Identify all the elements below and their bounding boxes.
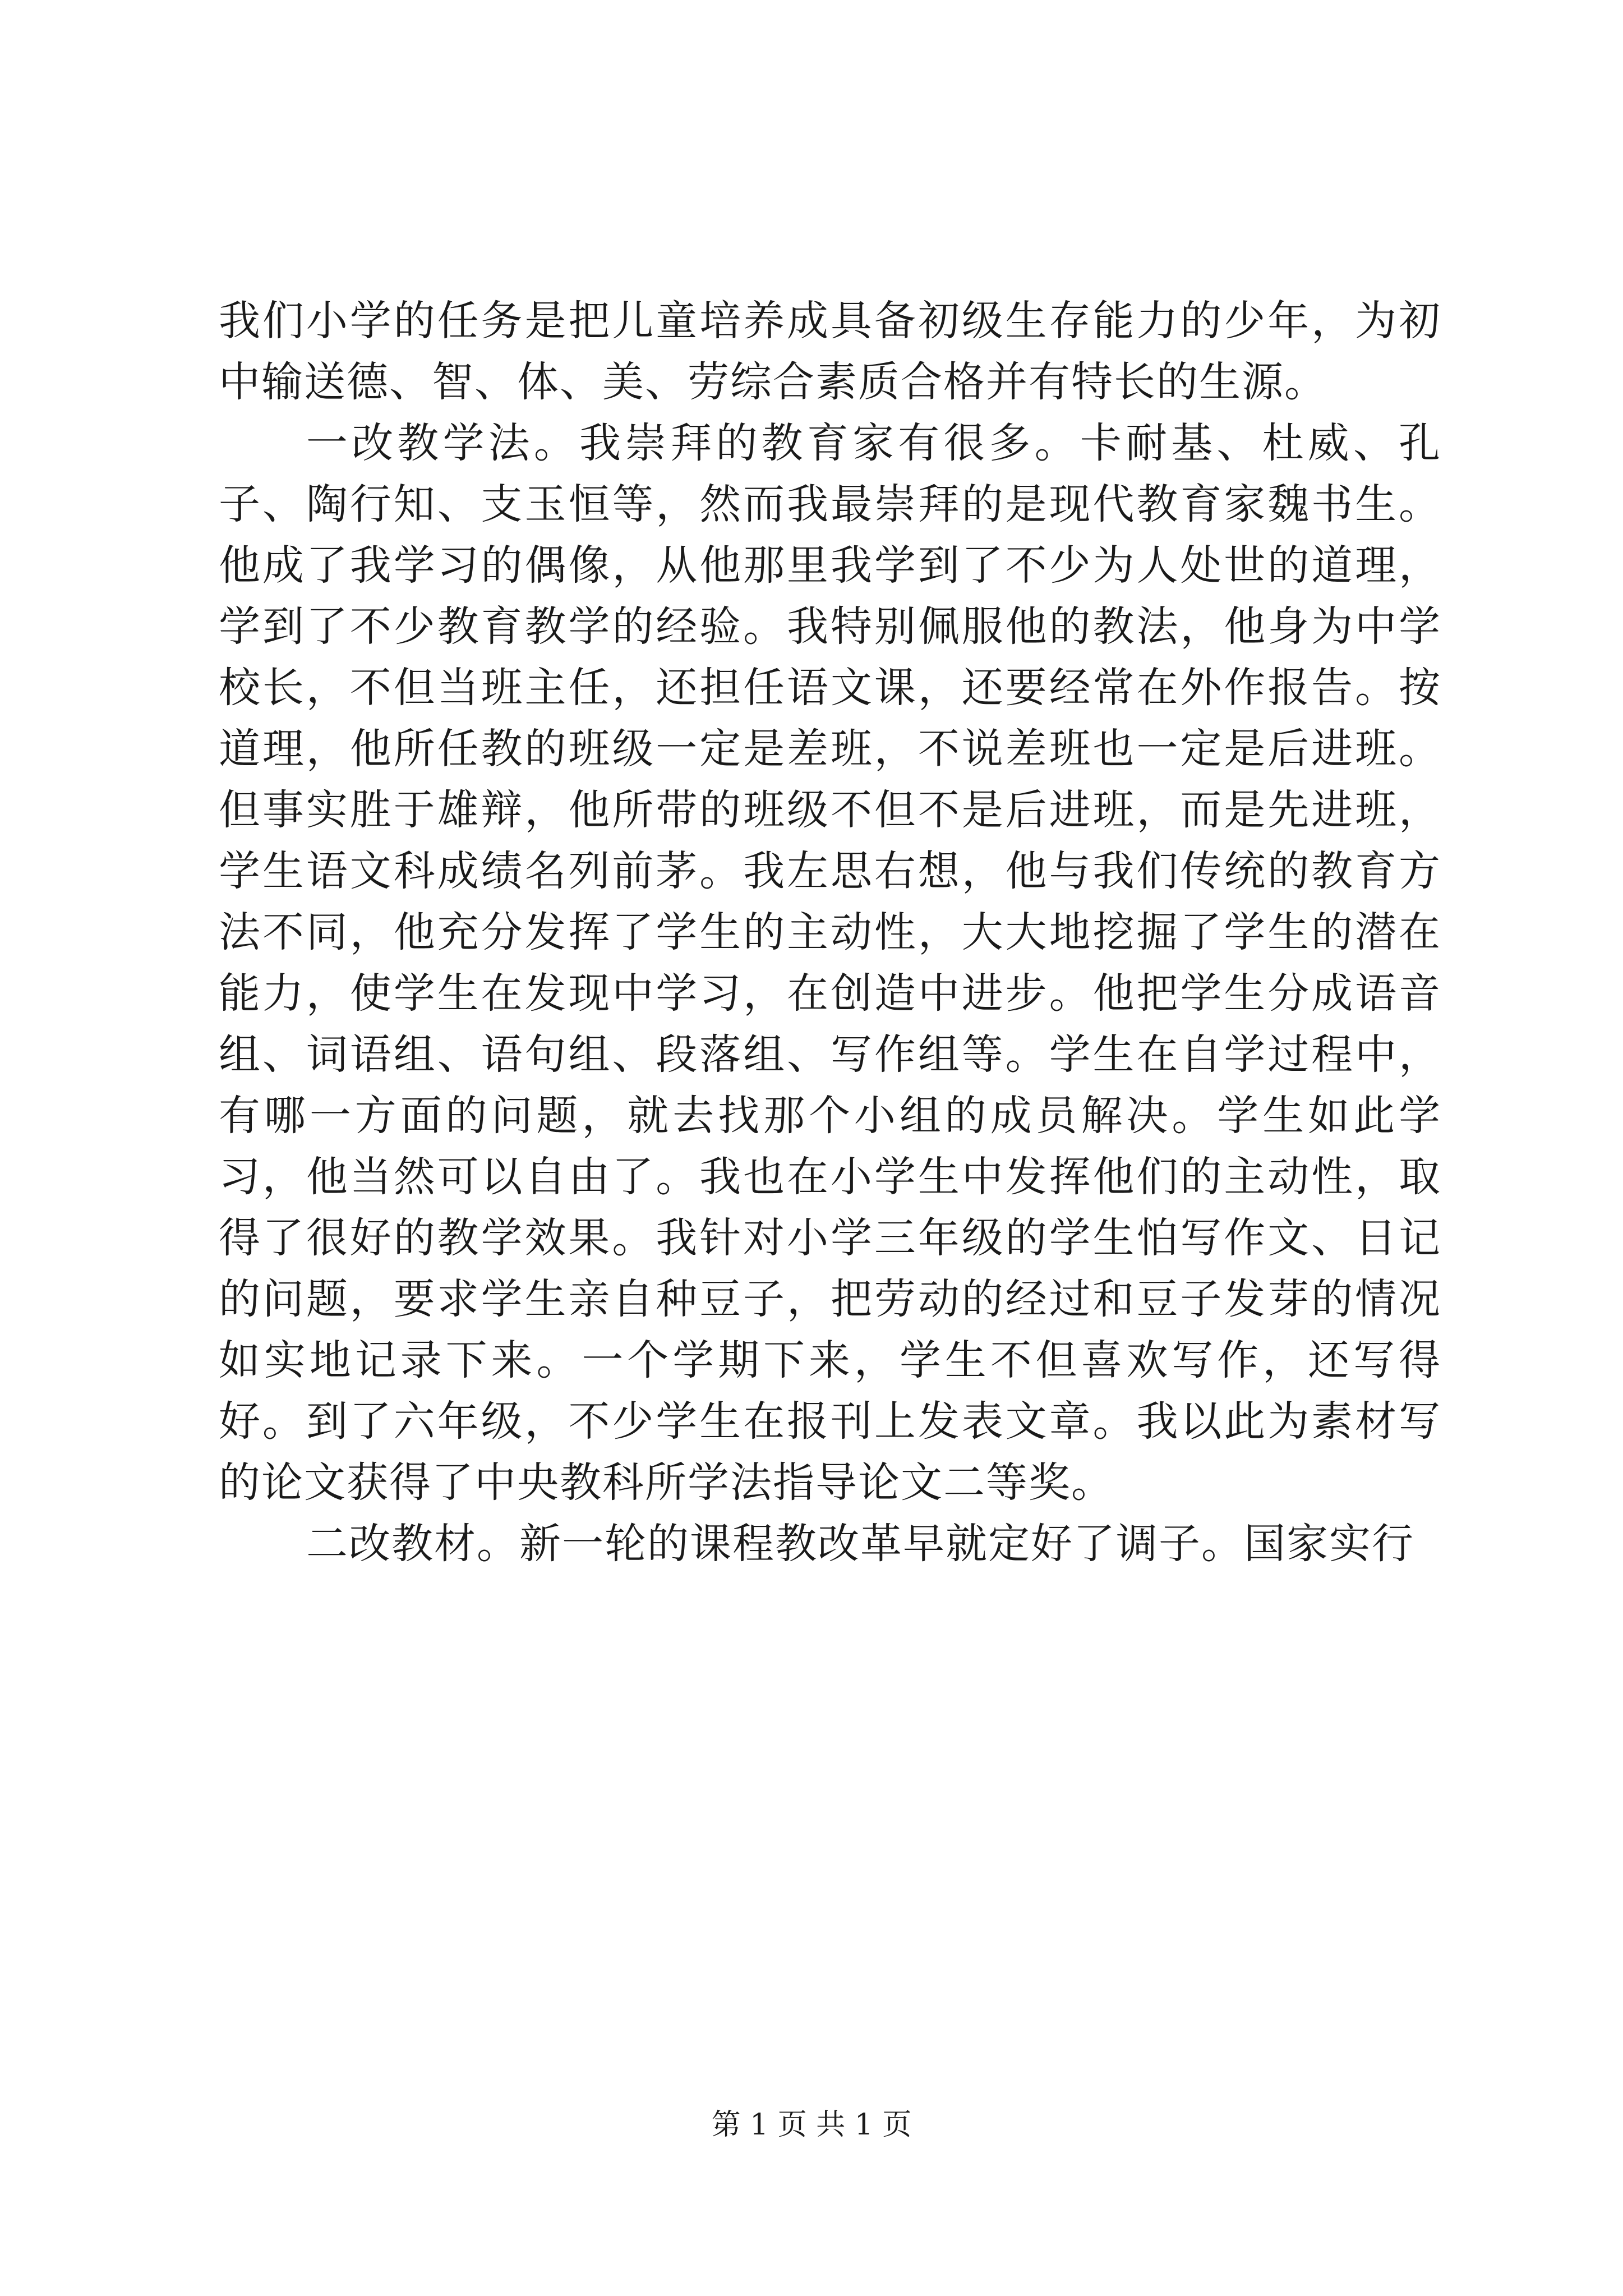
page-footer: 第 1 页 共 1 页 [711,2108,912,2142]
document-body [219,291,1441,1575]
paragraph-continuation: 我们小学的任务是把儿童培养成具备初级生存能力的少年，为初中输送德、智、体、美、劳综合素质合格并有特长的生源。 [219,297,1441,406]
paragraph-teaching-method: 一改教学法。我崇拜的教育家有很多。卡耐基、杜威、孔子、陶行知、支玉恒等，然而我最崇拜的是现代教育家魏书生。他成了我学习的偶像，从他那里我学到了不少为人处世的道理，学到了不少教育教学的经验。我特别佩服他的教法，他身为中学校长，不但当班主任，还担任语文课，还要经常在外作报告。按道理，他所任教的班级一定是差班，不说差班也一定是后进班。但事实胜于雄辩，他所带的班级不但不是后进班，而是先进班，学生语文科成绩名列前茅。我左思右想，他与我们传统的教育方法不同，他充分发挥了学生的主动性，大大地挖掘了学生的潜在能力，使学生在发现中学习，在创造中进步。他把学生分成语音组、词语组、语句组、段落组、写作组等。学生在自学过程中，有哪一方面的问题，就去找那个小组的成员解决。学生如此学习，他当然可以自由了。我也在小学生中发挥他们的主动性，取得了很好的教学效果。我针对小学三年级的学生怕写作文、日记的问题，要求学生亲自种豆子，把劳动的经过和豆子发芽的情况如实地记录下来。一个学期下来，学生不但喜欢写作，还写得好。到了六年级，不少学生在报刊上发表文章。我以此为素材写的论文获得了中央教科所学法指导论文二等奖。 [219,419,1441,1507]
paragraph-textbook: 二改教材。新一轮的课程教改革早就定好了调子。国家实行 [306,1520,1414,1568]
